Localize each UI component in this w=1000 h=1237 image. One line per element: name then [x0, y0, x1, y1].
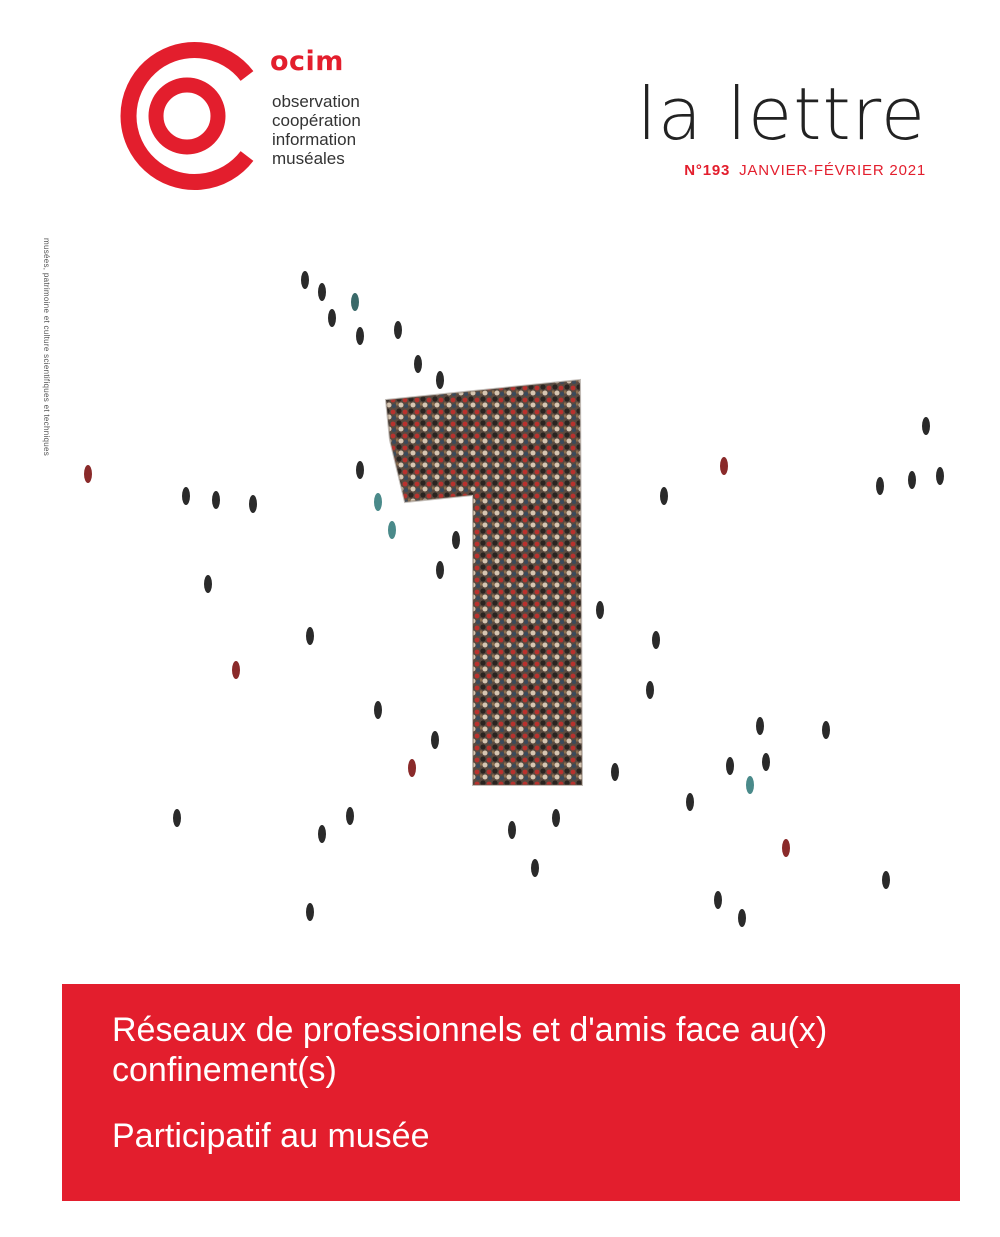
cover-photo	[60, 240, 960, 970]
brand-line: coopération	[272, 111, 361, 130]
number-one-crowd	[386, 380, 582, 785]
ocim-logo-icon	[112, 40, 262, 192]
magazine-title: la lettre	[636, 72, 926, 156]
brand-line: muséales	[272, 149, 345, 168]
headline-secondary: Participatif au musée	[112, 1117, 430, 1155]
issue-number: N°193	[684, 162, 731, 179]
issue-date: JANVIER-FÉVRIER 2021	[739, 162, 926, 179]
brand-descriptor	[272, 92, 361, 168]
headline-panel	[62, 984, 960, 1201]
brand-name: ocim	[270, 46, 344, 77]
brand-line: observation	[272, 92, 360, 111]
brand-line: information	[272, 130, 357, 149]
issue-line	[684, 162, 926, 179]
vertical-tagline: musées, patrimoine et culture scientifiques et techniques	[42, 238, 51, 457]
headline-primary: Réseaux de professionnels et d'amis face au(x) confinement(s)	[112, 1011, 828, 1089]
